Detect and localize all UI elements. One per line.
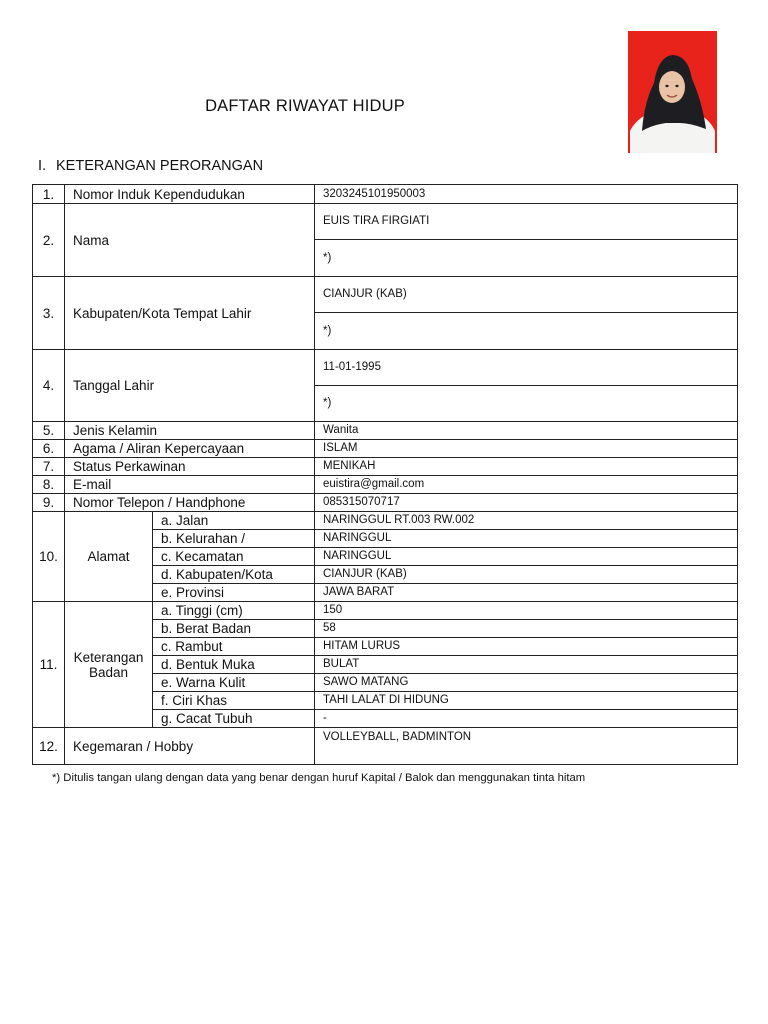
row-label: Jenis Kelamin (65, 422, 315, 440)
handwrite-field[interactable]: *) (315, 240, 738, 277)
sub-label: a. Tinggi (cm) (153, 602, 315, 620)
personal-info-table (32, 184, 738, 765)
sub-label: c. Kecamatan (153, 548, 315, 566)
table-row (33, 494, 738, 512)
profile-photo (628, 31, 717, 153)
row-label: Tanggal Lahir (65, 350, 315, 422)
row-value: MENIKAH (315, 458, 738, 476)
sub-label: b. Berat Badan (153, 620, 315, 638)
table-row (33, 185, 738, 204)
sub-value: BULAT (315, 656, 738, 674)
row-value: 11-01-1995 (315, 350, 738, 386)
row-value: VOLLEYBALL, BADMINTON (315, 728, 738, 765)
footnote: *) Ditulis tangan ulang dengan data yang benar dengan huruf Kapital / Balok dan menggunakan tinta hitam (52, 772, 586, 784)
sub-label: g. Cacat Tubuh (153, 710, 315, 728)
row-number: 6. (33, 440, 65, 458)
sub-value: NARINGGUL (315, 548, 738, 566)
row-label: Kabupaten/Kota Tempat Lahir (65, 277, 315, 350)
table-row (33, 602, 738, 620)
row-number: 4. (33, 350, 65, 422)
sub-value: JAWA BARAT (315, 584, 738, 602)
row-label: E-mail (65, 476, 315, 494)
row-number: 8. (33, 476, 65, 494)
sub-value: TAHI LALAT DI HIDUNG (315, 692, 738, 710)
sub-value: NARINGGUL (315, 530, 738, 548)
sub-label: a. Jalan (153, 512, 315, 530)
row-value: ISLAM (315, 440, 738, 458)
row-value: 085315070717 (315, 494, 738, 512)
row-value: EUIS TIRA FIRGIATI (315, 204, 738, 240)
sub-label: d. Bentuk Muka (153, 656, 315, 674)
row-label: Agama / Aliran Kepercayaan (65, 440, 315, 458)
row-label: Status Perkawinan (65, 458, 315, 476)
row-label: Alamat (65, 512, 153, 602)
sub-label: e. Warna Kulit (153, 674, 315, 692)
sub-value: 58 (315, 620, 738, 638)
row-label: Nama (65, 204, 315, 277)
row-value: Wanita (315, 422, 738, 440)
row-value: 3203245101950003 (315, 185, 738, 204)
table-row (33, 512, 738, 530)
portrait-image (628, 31, 717, 153)
handwrite-field[interactable]: *) (315, 386, 738, 422)
section-title: KETERANGAN PERORANGAN (56, 158, 264, 174)
row-number: 2. (33, 204, 65, 277)
row-number: 12. (33, 728, 65, 765)
row-number: 5. (33, 422, 65, 440)
sub-label: d. Kabupaten/Kota (153, 566, 315, 584)
sub-value: - (315, 710, 738, 728)
table-row (33, 476, 738, 494)
row-label: Nomor Telepon / Handphone (65, 494, 315, 512)
row-number: 7. (33, 458, 65, 476)
sub-label: c. Rambut (153, 638, 315, 656)
sub-value: SAWO MATANG (315, 674, 738, 692)
handwrite-field[interactable]: *) (315, 313, 738, 350)
sub-value: HITAM LURUS (315, 638, 738, 656)
table-row (33, 728, 738, 765)
table-row (33, 277, 738, 313)
sub-value: CIANJUR (KAB) (315, 566, 738, 584)
row-number: 10. (33, 512, 65, 602)
section-number: I. (38, 158, 47, 174)
sub-label: f. Ciri Khas (153, 692, 315, 710)
row-number: 9. (33, 494, 65, 512)
row-value: euistira@gmail.com (315, 476, 738, 494)
row-number: 11. (33, 602, 65, 728)
table-row (33, 350, 738, 386)
row-number: 3. (33, 277, 65, 350)
table-row (33, 422, 738, 440)
row-number: 1. (33, 185, 65, 204)
table-row (33, 458, 738, 476)
section-heading (38, 158, 263, 174)
sub-label: e. Provinsi (153, 584, 315, 602)
row-label: Nomor Induk Kependudukan (65, 185, 315, 204)
sub-value: 150 (315, 602, 738, 620)
row-value: CIANJUR (KAB) (315, 277, 738, 313)
table-row (33, 440, 738, 458)
table-row (33, 204, 738, 240)
sub-value: NARINGGUL RT.003 RW.002 (315, 512, 738, 530)
document-title: DAFTAR RIWAYAT HIDUP (205, 97, 405, 115)
sub-label: b. Kelurahan / (153, 530, 315, 548)
row-label: Kegemaran / Hobby (65, 728, 315, 765)
row-label: Keterangan Badan (65, 602, 153, 728)
